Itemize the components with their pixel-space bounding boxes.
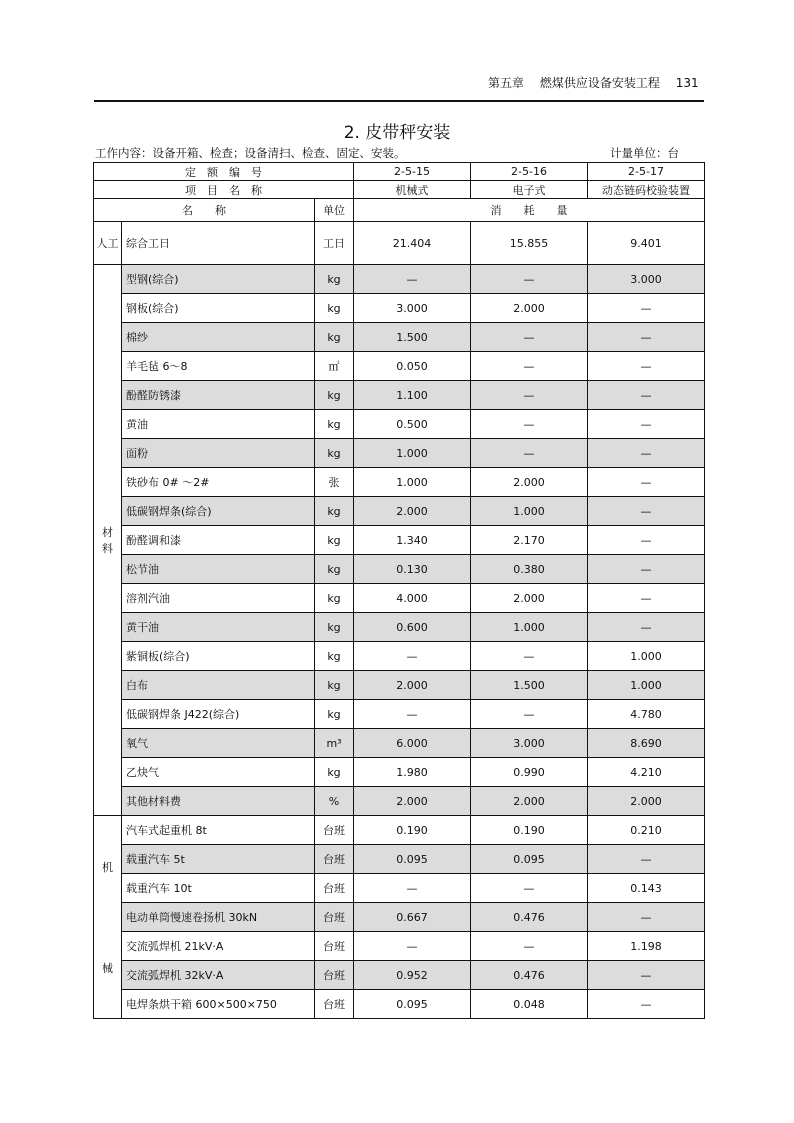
item-unit: 台班 (315, 816, 354, 845)
item-name: 溶剂汽油 (122, 584, 315, 613)
value-2-5-17: — (588, 381, 705, 410)
item-unit: 台班 (315, 990, 354, 1019)
value-2-5-17: 4.210 (588, 758, 705, 787)
table-row (94, 584, 705, 613)
value-2-5-15: 0.190 (354, 816, 471, 845)
value-2-5-16: — (471, 352, 588, 381)
value-2-5-16: 0.095 (471, 845, 588, 874)
item-unit: kg (315, 410, 354, 439)
value-2-5-15: 0.095 (354, 990, 471, 1019)
item-name: 酚醛防锈漆 (122, 381, 315, 410)
item-name: 酚醛调和漆 (122, 526, 315, 555)
table-row (94, 787, 705, 816)
item-name: 交流弧焊机 32kV·A (122, 961, 315, 990)
value-2-5-17: — (588, 410, 705, 439)
table-row (94, 729, 705, 758)
item-name: 铁砂布 0# ～2# (122, 468, 315, 497)
item-3: 动态链码校验装置 (588, 181, 705, 199)
item-name: 载重汽车 10t (122, 874, 315, 903)
item-unit: 张 (315, 468, 354, 497)
value-2-5-17: — (588, 961, 705, 990)
value-2-5-16: — (471, 932, 588, 961)
value-2-5-15: — (354, 642, 471, 671)
item-name: 综合工日 (122, 222, 315, 265)
value-2-5-15: 0.600 (354, 613, 471, 642)
value-2-5-15: 1.000 (354, 439, 471, 468)
item-name: 其他材料费 (122, 787, 315, 816)
value-2-5-15: 0.050 (354, 352, 471, 381)
value-2-5-15: — (354, 265, 471, 294)
item-name: 交流弧焊机 21kV·A (122, 932, 315, 961)
table-row (94, 874, 705, 903)
table-row (94, 468, 705, 497)
category-material-top: 材 (102, 526, 113, 539)
value-2-5-16: 1.500 (471, 671, 588, 700)
quota-code-row (94, 163, 705, 181)
page-number: 131 (675, 76, 699, 90)
item-name: 氧气 (122, 729, 315, 758)
value-2-5-16: 0.476 (471, 903, 588, 932)
col-name-header: 名 称 (94, 199, 315, 222)
value-2-5-16: 1.000 (471, 497, 588, 526)
item-name: 汽车式起重机 8t (122, 816, 315, 845)
item-unit: kg (315, 497, 354, 526)
table-row (94, 555, 705, 584)
item-1: 机械式 (354, 181, 471, 199)
item-name: 羊毛毡 6～8 (122, 352, 315, 381)
value-2-5-16: 3.000 (471, 729, 588, 758)
value-2-5-17: 0.210 (588, 816, 705, 845)
table-row (94, 903, 705, 932)
value-2-5-16: — (471, 874, 588, 903)
table-row (94, 352, 705, 381)
item-name: 低碳钢焊条(综合) (122, 497, 315, 526)
value-2-5-16: — (471, 265, 588, 294)
item-unit: 台班 (315, 903, 354, 932)
table-row (94, 700, 705, 729)
value-2-5-15: 1.100 (354, 381, 471, 410)
item-unit: 台班 (315, 874, 354, 903)
value-2-5-15: — (354, 874, 471, 903)
value-2-5-15: — (354, 932, 471, 961)
category-material (94, 265, 122, 816)
category-machine-top: 机 (102, 860, 113, 874)
item-name: 白布 (122, 671, 315, 700)
item-unit: kg (315, 381, 354, 410)
chapter-title: 燃煤供应设备安装工程 (539, 76, 660, 90)
category-material-text (94, 524, 121, 556)
item-unit: 台班 (315, 961, 354, 990)
value-2-5-15: — (354, 700, 471, 729)
category-machine (94, 816, 122, 1019)
value-2-5-17: 4.780 (588, 700, 705, 729)
item-name: 电动单筒慢速卷扬机 30kN (122, 903, 315, 932)
category-labor: 人工 (94, 222, 122, 265)
work-content: 工作内容：设备开箱、检查；设备清扫、检查、固定、安装。 (95, 146, 406, 160)
section-title: 2. 皮带秤安装 (343, 123, 451, 143)
value-2-5-17: — (588, 294, 705, 323)
chapter-label: 第五章 (488, 76, 525, 90)
item-name: 电焊条烘干箱 600×500×750 (122, 990, 315, 1019)
item-unit: 台班 (315, 845, 354, 874)
value-2-5-15: 1.980 (354, 758, 471, 787)
value-2-5-17: 2.000 (588, 787, 705, 816)
value-2-5-16: — (471, 642, 588, 671)
value-2-5-17: — (588, 526, 705, 555)
value-2-5-17: 1.000 (588, 642, 705, 671)
header-rule (94, 100, 704, 102)
item-unit: kg (315, 671, 354, 700)
value-2-5-16: 2.000 (471, 294, 588, 323)
item-name: 紫铜板(综合) (122, 642, 315, 671)
table-row (94, 961, 705, 990)
col-consumption-header: 消 耗 量 (354, 199, 705, 222)
value-2-5-16: 1.000 (471, 613, 588, 642)
item-unit: ㎡ (315, 352, 354, 381)
value-2-5-17: 0.143 (588, 874, 705, 903)
table-row (94, 526, 705, 555)
item-unit: kg (315, 323, 354, 352)
table-row (94, 642, 705, 671)
code-2: 2-5-16 (471, 163, 588, 181)
value-2-5-16: 0.990 (471, 758, 588, 787)
value-2-5-15: 0.667 (354, 903, 471, 932)
category-machine-bottom: 械 (102, 961, 113, 975)
table-row (94, 323, 705, 352)
value-2-5-15: 6.000 (354, 729, 471, 758)
table-row (94, 932, 705, 961)
value-2-5-17: — (588, 845, 705, 874)
value-2-5-17: 3.000 (588, 265, 705, 294)
value-2-5-16: — (471, 323, 588, 352)
value-2-5-17: 8.690 (588, 729, 705, 758)
value-2-5-15: 2.000 (354, 497, 471, 526)
value-2-5-17: — (588, 352, 705, 381)
table-row (94, 381, 705, 410)
table-row (94, 294, 705, 323)
quota-table (93, 162, 705, 1019)
value-2-5-16: 2.000 (471, 787, 588, 816)
value-2-5-15: 1.500 (354, 323, 471, 352)
value-2-5-15: 1.000 (354, 468, 471, 497)
value-2-5-15: 4.000 (354, 584, 471, 613)
item-unit: m³ (315, 729, 354, 758)
value-2-5-16: — (471, 381, 588, 410)
value-2-5-16: 0.190 (471, 816, 588, 845)
table-row (94, 845, 705, 874)
item-name: 型钢(综合) (122, 265, 315, 294)
table-row (94, 816, 705, 845)
measure-unit: 计量单位：台 (610, 146, 679, 160)
item-name: 乙炔气 (122, 758, 315, 787)
value-2-5-17: 9.401 (588, 222, 705, 265)
item-unit: kg (315, 584, 354, 613)
item-unit: kg (315, 700, 354, 729)
table-row (94, 222, 705, 265)
value-2-5-17: 1.000 (588, 671, 705, 700)
value-2-5-16: 15.855 (471, 222, 588, 265)
value-2-5-16: 2.170 (471, 526, 588, 555)
column-header-row (94, 199, 705, 222)
item-name-row (94, 181, 705, 199)
item-name: 钢板(综合) (122, 294, 315, 323)
value-2-5-17: — (588, 903, 705, 932)
value-2-5-17: — (588, 584, 705, 613)
item-unit: 工日 (315, 222, 354, 265)
value-2-5-15: 3.000 (354, 294, 471, 323)
page-header (488, 74, 711, 91)
table-row (94, 758, 705, 787)
item-unit: kg (315, 439, 354, 468)
table-row (94, 671, 705, 700)
value-2-5-15: 2.000 (354, 671, 471, 700)
code-1: 2-5-15 (354, 163, 471, 181)
value-2-5-17: — (588, 613, 705, 642)
item-unit: kg (315, 613, 354, 642)
item-unit: kg (315, 758, 354, 787)
item-unit: kg (315, 526, 354, 555)
value-2-5-15: 21.404 (354, 222, 471, 265)
value-2-5-17: 1.198 (588, 932, 705, 961)
item-name: 棉纱 (122, 323, 315, 352)
value-2-5-15: 2.000 (354, 787, 471, 816)
item-name: 黄油 (122, 410, 315, 439)
table-row (94, 410, 705, 439)
item-unit: kg (315, 265, 354, 294)
item-unit: kg (315, 555, 354, 584)
item-name: 载重汽车 5t (122, 845, 315, 874)
item-unit: kg (315, 642, 354, 671)
value-2-5-16: 2.000 (471, 468, 588, 497)
value-2-5-16: — (471, 410, 588, 439)
item-unit: 台班 (315, 932, 354, 961)
value-2-5-15: 1.340 (354, 526, 471, 555)
col-unit-header: 单位 (315, 199, 354, 222)
item-name-label: 项 目 名 称 (94, 181, 354, 199)
item-unit: % (315, 787, 354, 816)
value-2-5-16: 0.380 (471, 555, 588, 584)
value-2-5-15: 0.952 (354, 961, 471, 990)
quota-code-label: 定 额 编 号 (94, 163, 354, 181)
value-2-5-17: — (588, 497, 705, 526)
value-2-5-17: — (588, 468, 705, 497)
value-2-5-16: — (471, 439, 588, 468)
value-2-5-17: — (588, 439, 705, 468)
item-name: 面粉 (122, 439, 315, 468)
item-name: 黄干油 (122, 613, 315, 642)
item-name: 松节油 (122, 555, 315, 584)
value-2-5-15: 0.500 (354, 410, 471, 439)
code-3: 2-5-17 (588, 163, 705, 181)
table-row (94, 613, 705, 642)
category-machine-text (94, 816, 121, 1018)
value-2-5-15: 0.095 (354, 845, 471, 874)
table-row (94, 439, 705, 468)
item-unit: kg (315, 294, 354, 323)
table-row (94, 265, 705, 294)
value-2-5-16: 0.048 (471, 990, 588, 1019)
table-row (94, 990, 705, 1019)
value-2-5-17: — (588, 323, 705, 352)
item-2: 电子式 (471, 181, 588, 199)
value-2-5-17: — (588, 990, 705, 1019)
value-2-5-16: 2.000 (471, 584, 588, 613)
category-material-bottom: 料 (102, 542, 113, 555)
value-2-5-16: 0.476 (471, 961, 588, 990)
item-name: 低碳钢焊条 J422(综合) (122, 700, 315, 729)
value-2-5-16: — (471, 700, 588, 729)
table-row (94, 497, 705, 526)
value-2-5-15: 0.130 (354, 555, 471, 584)
value-2-5-17: — (588, 555, 705, 584)
